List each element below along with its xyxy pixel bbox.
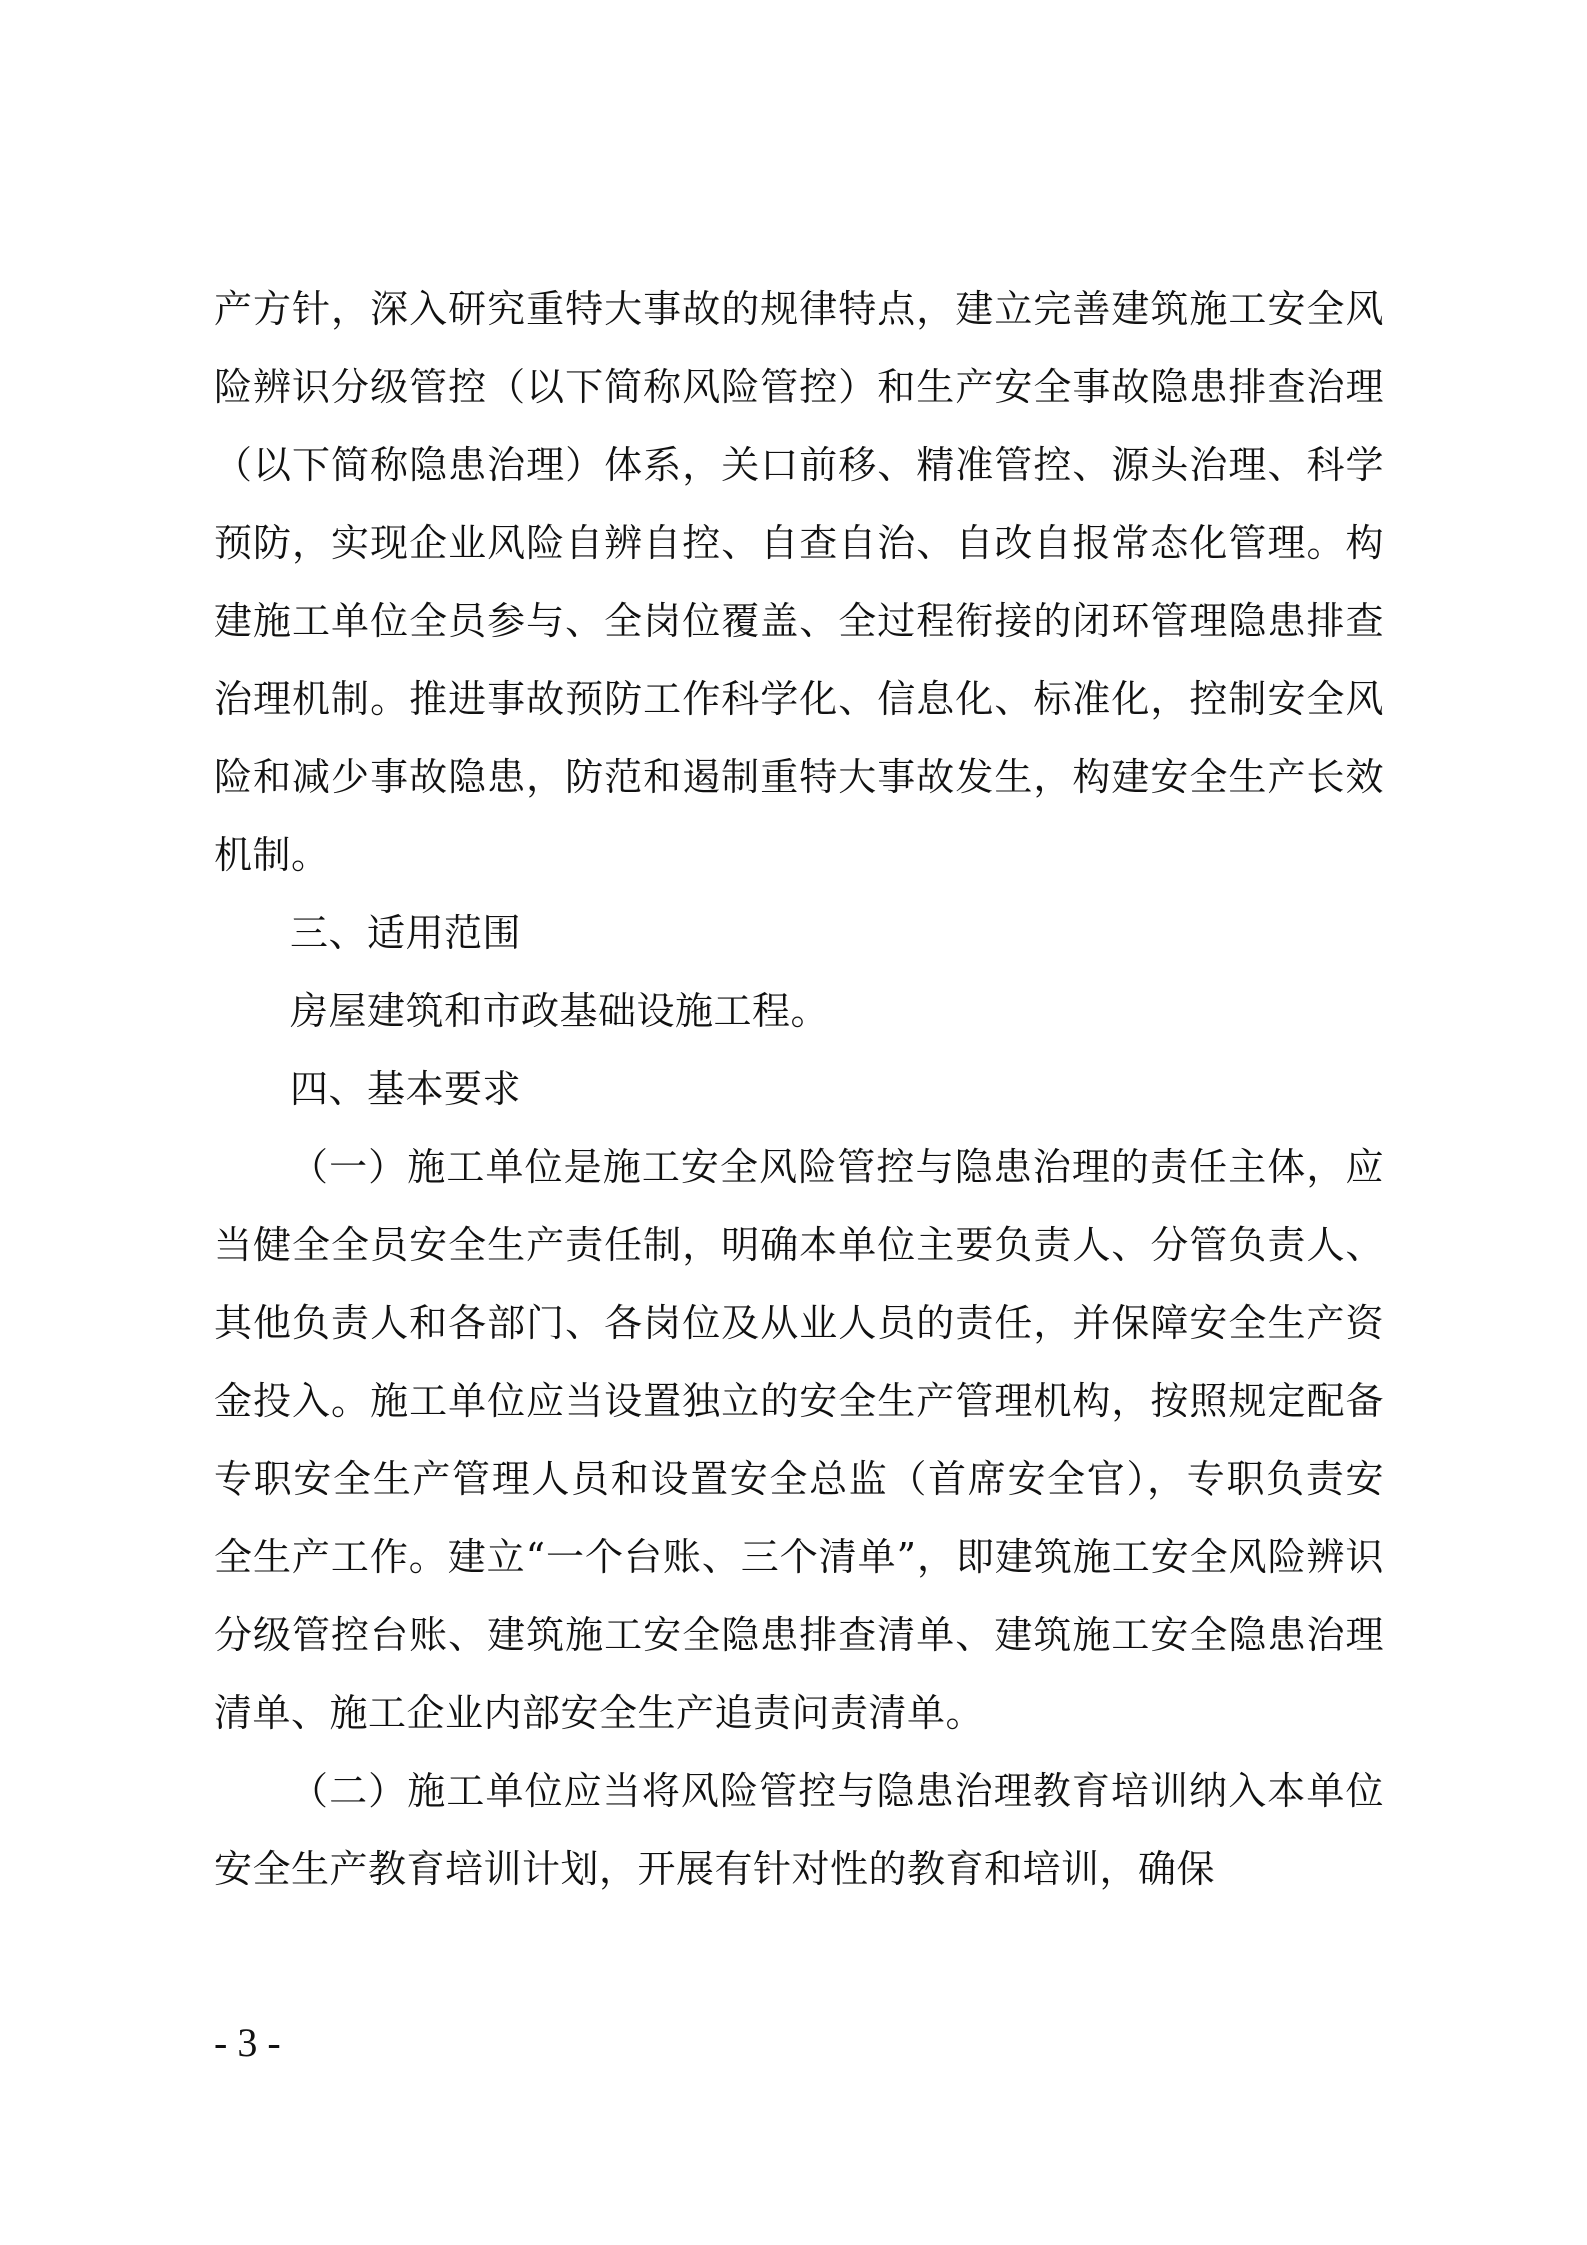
paragraph-requirement-1: （一）施工单位是施工安全风险管控与隐患治理的责任主体，应当健全全员安全生产责任制，明确本单位主要负责人、分管负责人、其他负责人和各部门、各岗位及从业人员的责任，并保障安全生产资金投入。施工单位应当设置独立的安全生产管理机构，按照规定配备专职安全生产管理人员和设置安全总监（首席安全官），专职负责安全生产工作。建立“一个台账、三个清单”，即建筑施工安全风险辨识分级管控台账、建筑施工安全隐患排查清单、建筑施工安全隐患治理清单、施工企业内部安全生产追责问责清单。 [214, 1145, 1384, 1735]
paragraph-scope: 房屋建筑和市政基础设施工程。 [290, 989, 830, 1033]
page-number: - 3 - [214, 2020, 281, 2065]
heading-scope: 三、适用范围 [290, 911, 522, 955]
body-text [214, 270, 1384, 1908]
paragraph-requirement-2: （二）施工单位应当将风险管控与隐患治理教育培训纳入本单位安全生产教育培训计划，开展有针对性的教育和培训，确保 [214, 1769, 1384, 1891]
paragraph-continuation: 产方针，深入研究重特大事故的规律特点，建立完善建筑施工安全风险辨识分级管控（以下简称风险管控）和生产安全事故隐患排查治理（以下简称隐患治理）体系，关口前移、精准管控、源头治理、科学预防，实现企业风险自辨自控、自查自治、自改自报常态化管理。构建施工单位全员参与、全岗位覆盖、全过程衔接的闭环管理隐患排查治理机制。推进事故预防工作科学化、信息化、标准化，控制安全风险和减少事故隐患，防范和遏制重特大事故发生，构建安全生产长效机制。 [214, 287, 1384, 877]
heading-basic-requirements: 四、基本要求 [290, 1067, 522, 1111]
